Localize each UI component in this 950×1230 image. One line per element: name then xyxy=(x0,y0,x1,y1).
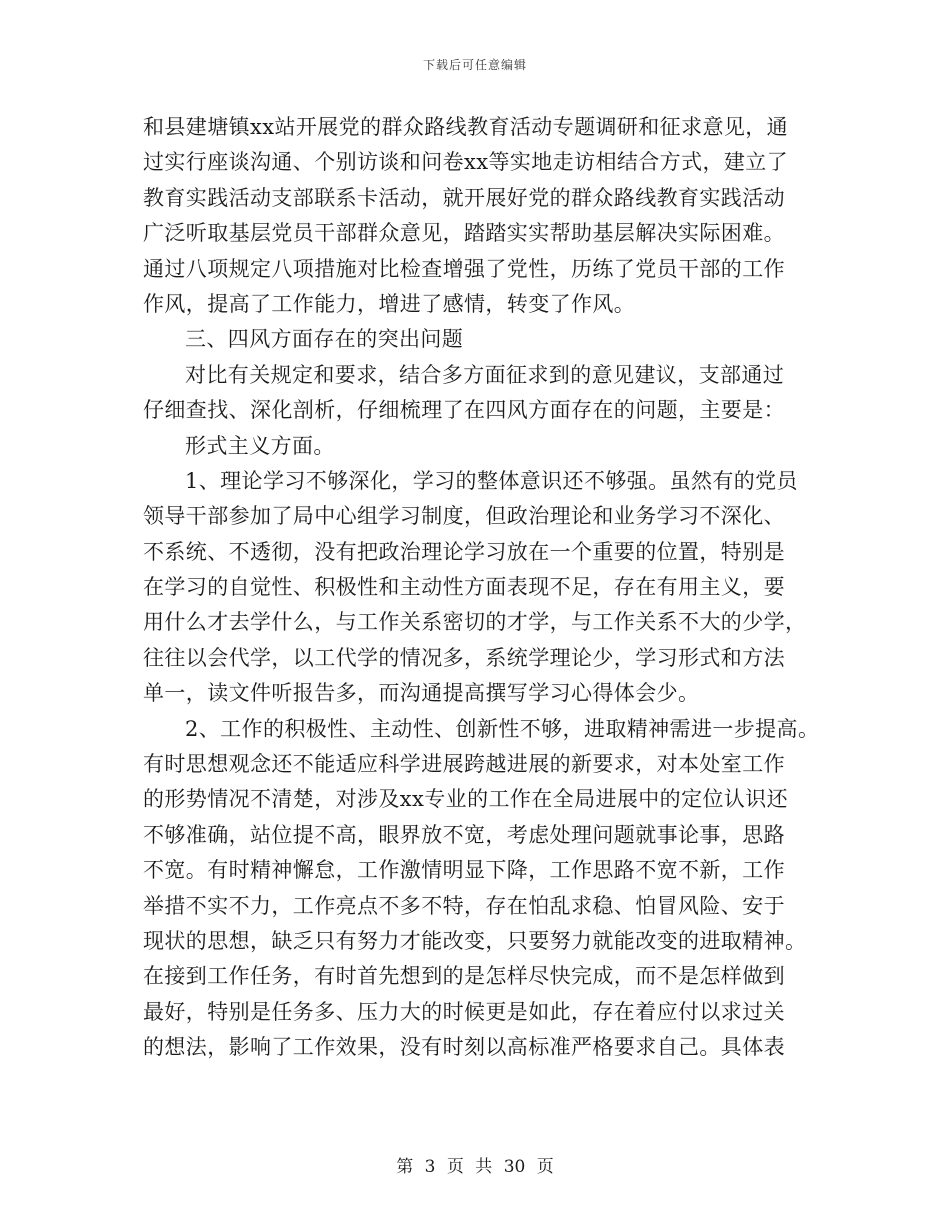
body-line: 最好，特别是任务多、压力大的时候更是如此，存在着应付以求过关 xyxy=(143,999,785,1024)
body-line: 仔细查找、深化剖析，仔细梳理了在四风方面存在的问题，主要是： xyxy=(143,398,785,423)
body-line: 作风，提高了工作能力，增进了感情，转变了作风。 xyxy=(143,291,636,316)
body-line: 2、工作的积极性、主动性、创新性不够，进取精神需进一步提高。 xyxy=(185,716,820,741)
body-line: 有时思想观念还不能适应科学进展跨越进展的新要求，对本处室工作 xyxy=(143,752,785,777)
body-line: 对比有关规定和要求，结合多方面征求到的意见建议，支部通过 xyxy=(185,362,785,387)
document-body xyxy=(143,110,823,1066)
body-line: 的形势情况不清楚，对涉及xx专业的工作在全局进展中的定位认识还 xyxy=(143,787,789,812)
body-line: 现状的思想，缺乏只有努力才能改变，只要努力就能改变的进取精神。 xyxy=(143,928,807,953)
body-line: 和县建塘镇xx站开展党的群众路线教育活动专题调研和征求意见，通 xyxy=(143,115,789,139)
body-line: 用什么才去学什么，与工作关系密切的才学，与工作关系不大的少学， xyxy=(143,610,807,635)
body-line: 不系统、不透彻，没有把政治理论学习放在一个重要的位置，特别是 xyxy=(143,539,785,564)
page-footer: 第 3 页 共 30 页 xyxy=(396,1157,554,1177)
page-header: 下载后可任意编辑 xyxy=(422,58,527,72)
body-line: 教育实践活动支部联系卡活动，就开展好党的群众路线教育实践活动 xyxy=(143,185,785,210)
body-line: 过实行座谈沟通、个别访谈和问卷xx等实地走访相结合方式，建立了 xyxy=(143,150,789,175)
body-line: 广泛听取基层党员干部群众意见，踏踏实实帮助基层解决实际困难。 xyxy=(143,221,785,246)
body-line: 往往以会代学，以工代学的情况多，系统学理论少，学习形式和方法 xyxy=(143,645,785,670)
body-line: 不够准确，站位提不高，眼界放不宽，考虑处理问题就事论事，思路 xyxy=(143,822,785,847)
body-line: 在学习的自觉性、积极性和主动性方面表现不足，存在有用主义，要 xyxy=(143,575,785,600)
body-line: 不宽。有时精神懈怠，工作激情明显下降，工作思路不宽不新，工作 xyxy=(143,858,785,883)
body-line: 的想法，影响了工作效果，没有时刻以高标准严格要求自己。具体表 xyxy=(143,1035,785,1060)
body-line: 领导干部参加了局中心组学习制度，但政治理论和业务学习不深化、 xyxy=(143,504,785,529)
body-line: 三、四风方面存在的突出问题 xyxy=(185,327,464,352)
body-line: 通过八项规定八项措施对比检查增强了党性，历练了党员干部的工作 xyxy=(143,256,785,281)
body-line: 举措不实不力，工作亮点不多不特，存在怕乱求稳、怕冒风险、安于 xyxy=(143,893,785,918)
body-line: 1、理论学习不够深化，学习的整体意识还不够强。虽然有的党员 xyxy=(185,468,798,493)
body-line: 单一，读文件听报告多，而沟通提高撰写学习心得体会少。 xyxy=(143,681,700,706)
body-line: 在接到工作任务，有时首先想到的是怎样尽快完成，而不是怎样做到 xyxy=(143,964,785,989)
body-line: 形式主义方面。 xyxy=(185,433,335,458)
